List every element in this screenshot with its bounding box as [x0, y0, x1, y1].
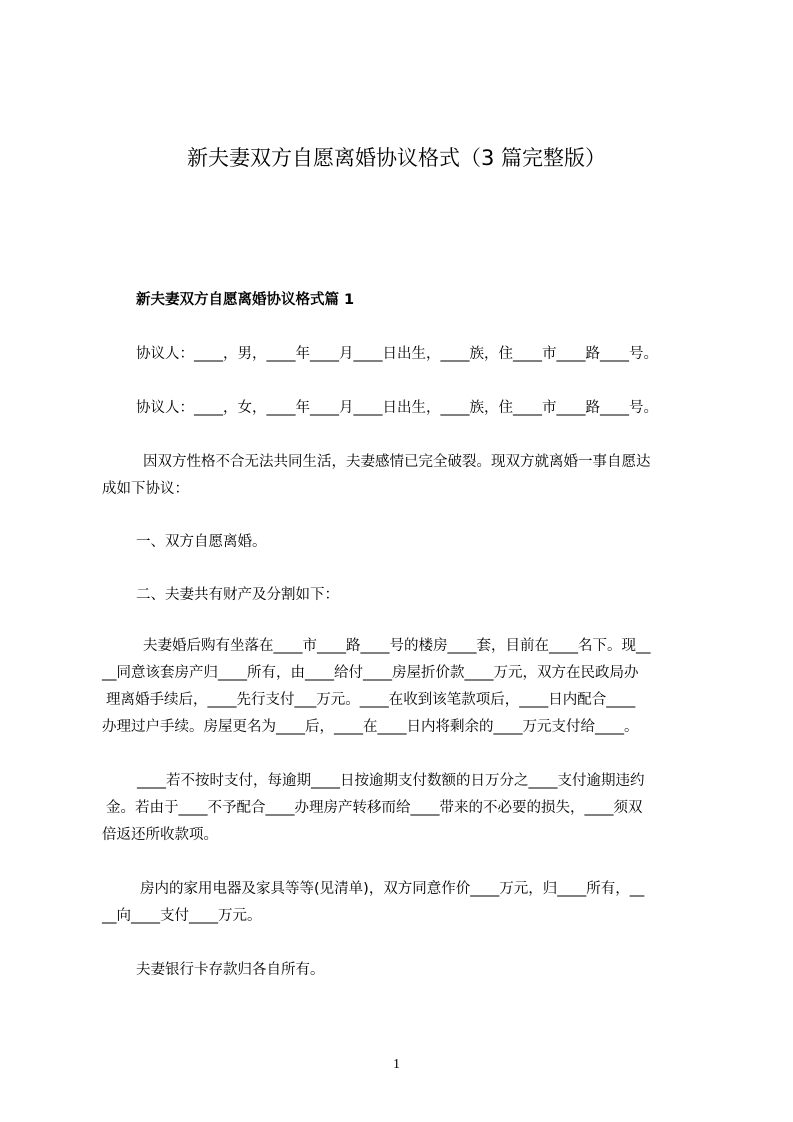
paragraph-house-line-2: __同意该套房产归____所有，由____给付____房屋折价款____万元，双方在民政局办 — [102, 665, 639, 681]
paragraph-furniture-line-2: __向____支付____万元。 — [102, 908, 262, 924]
clause-two: 二、夫妻共有财产及分割如下： — [136, 587, 339, 603]
paragraph-reason-line-2: 成如下协议： — [102, 481, 189, 497]
clause-one: 一、双方自愿离婚。 — [136, 534, 267, 550]
paragraph-party-female: 协议人：____，女，____年____月____日出生，____族，住____市____路____号。 — [136, 400, 658, 416]
paragraph-house-line-3: 理离婚手续后，____先行支付___万元。____在收到该笔款项后，____日内配合____ — [106, 692, 636, 708]
section-title: 新夫妻双方自愿离婚协议格式篇 1 — [136, 292, 355, 308]
paragraph-penalty-line-1: ____若不按时支付，每逾期____日按逾期支付数额的日万分之____支付逾期违约 — [137, 773, 645, 789]
paragraph-house-line-1: 夫妻婚后购有坐落在____市____路____号的楼房____套，目前在____名下。现__ — [143, 638, 651, 654]
paragraph-party-male: 协议人：____，男，____年____月____日出生，____族，住____市____路____号。 — [136, 346, 658, 362]
paragraph-reason-line-1: 因双方性格不合无法共同生活，夫妻感情已完全破裂。现双方就离婚一事自愿达 — [143, 454, 651, 470]
document-title: 新夫妻双方自愿离婚协议格式（3 篇完整版） — [186, 146, 607, 170]
page-number: 1 — [393, 1057, 400, 1072]
paragraph-furniture-line-1: 房内的家用电器及家具等等(见清单)，双方同意作价____万元，归____所有，__ — [140, 881, 645, 897]
paragraph-house-line-4: 办理过户手续。房屋更名为____后，____在____日内将剩余的____万元支付给____。 — [102, 719, 639, 735]
paragraph-bank-deposit: 夫妻银行卡存款归各自所有。 — [136, 962, 325, 978]
paragraph-penalty-line-3: 倍返还所收款项。 — [102, 827, 218, 843]
paragraph-penalty-line-2: 金。若由于____不予配合____办理房产转移而给____带来的不必要的损失，____须双 — [106, 800, 643, 816]
